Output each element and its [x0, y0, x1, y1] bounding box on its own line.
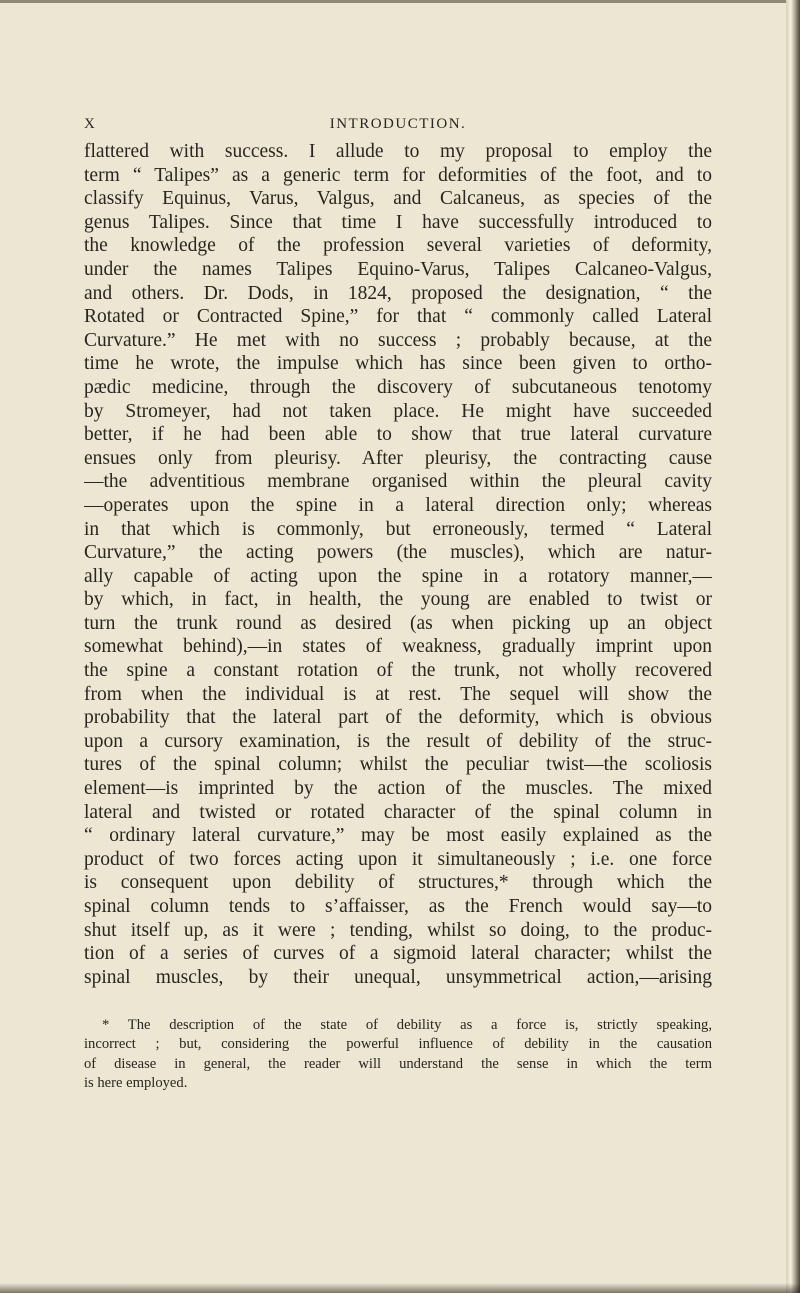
running-title: INTRODUCTION. [329, 116, 467, 132]
body-line: genus Talipes. Since that time I have successfully introduced to [84, 211, 712, 233]
body-line: Curvature.” He met with no success ; probably because, at the [84, 329, 712, 351]
page-top-edge [0, 0, 786, 3]
body-text [84, 140, 712, 989]
page-binding-edge [786, 0, 800, 1293]
body-line: and others. Dr. Dods, in 1824, proposed the designation, “ the [84, 282, 712, 304]
footnote-line: * The description of the state of debility as a force is, strictly speaking, [102, 1017, 712, 1033]
body-line: tures of the spinal column; whilst the peculiar twist—the scoliosis [84, 754, 712, 776]
body-line: element—is imprinted by the action of the muscles. The mixed [84, 778, 712, 800]
body-line: the spine a constant rotation of the trunk, not wholly recovered [84, 660, 712, 682]
body-line: from when the individual is at rest. The sequel will show the [84, 683, 712, 705]
body-line: shut itself up, as it were ; tending, whilst so doing, to the produc- [84, 919, 712, 941]
body-line: upon a cursory examination, is the result of debility of the struc- [84, 730, 712, 752]
body-line: time he wrote, the impulse which has since been given to ortho- [84, 353, 712, 375]
body-line: under the names Talipes Equino-Varus, Talipes Calcaneo-Valgus, [84, 258, 712, 280]
body-line: “ ordinary lateral curvature,” may be most easily explained as the [84, 825, 712, 847]
body-line: classify Equinus, Varus, Valgus, and Calcaneus, as species of the [84, 188, 712, 210]
body-line: ensues only from pleurisy. After pleurisy, the contracting cause [84, 447, 712, 469]
body-line: the knowledge of the profession several varieties of deformity, [84, 235, 712, 257]
body-line: turn the trunk round as desired (as when picking up an object [84, 612, 712, 634]
body-line: better, if he had been able to show that true lateral curvature [84, 424, 712, 446]
body-line: probability that the lateral part of the deformity, which is obvious [84, 707, 712, 729]
body-line: by which, in fact, in health, the young are enabled to twist or [84, 589, 712, 611]
body-line: lateral and twisted or rotated character of the spinal column in [84, 801, 712, 823]
body-line: is consequent upon debility of structures,* through which the [84, 872, 712, 894]
page-bottom-shadow [0, 1283, 800, 1293]
body-line: —the adventitious membrane organised within the pleural cavity [84, 471, 712, 493]
body-line: somewhat behind),—in states of weakness, gradually imprint upon [84, 636, 712, 658]
body-line: Rotated or Contracted Spine,” for that “ commonly called Lateral [84, 306, 712, 328]
body-line: pædic medicine, through the discovery of subcutaneous tenotomy [84, 376, 712, 398]
footnote-line: incorrect ; but, considering the powerful influence of debility in the causation [84, 1036, 712, 1053]
body-line: —operates upon the spine in a lateral direction only; whereas [84, 494, 712, 516]
body-line: flattered with success. I allude to my proposal to employ the [84, 141, 712, 162]
page-number: X [84, 116, 97, 132]
body-line: Curvature,” the acting powers (the muscles), which are natur- [84, 542, 712, 564]
body-line: spinal column tends to s’affaisser, as the French would say—to [84, 896, 712, 917]
body-line: spinal muscles, by their unequal, unsymmetrical action,—arising [84, 966, 712, 988]
body-line: term “ Talipes” as a generic term for deformities of the foot, and to [84, 164, 712, 186]
footnote-line: is here employed. [84, 1075, 188, 1092]
footnote-line: of disease in general, the reader will understand the sense in which the term [84, 1055, 712, 1072]
body-line: product of two forces acting upon it simultaneously ; i.e. one force [84, 848, 712, 870]
body-line: tion of a series of curves of a sigmoid lateral character; whilst the [84, 943, 712, 965]
body-line: ally capable of acting upon the spine in a rotatory manner,— [84, 565, 712, 587]
body-line: in that which is commonly, but erroneously, termed “ Lateral [84, 518, 712, 540]
body-line: by Stromeyer, had not taken place. He might have succeeded [84, 400, 712, 422]
footnote [84, 1016, 712, 1094]
page-header [84, 116, 712, 138]
